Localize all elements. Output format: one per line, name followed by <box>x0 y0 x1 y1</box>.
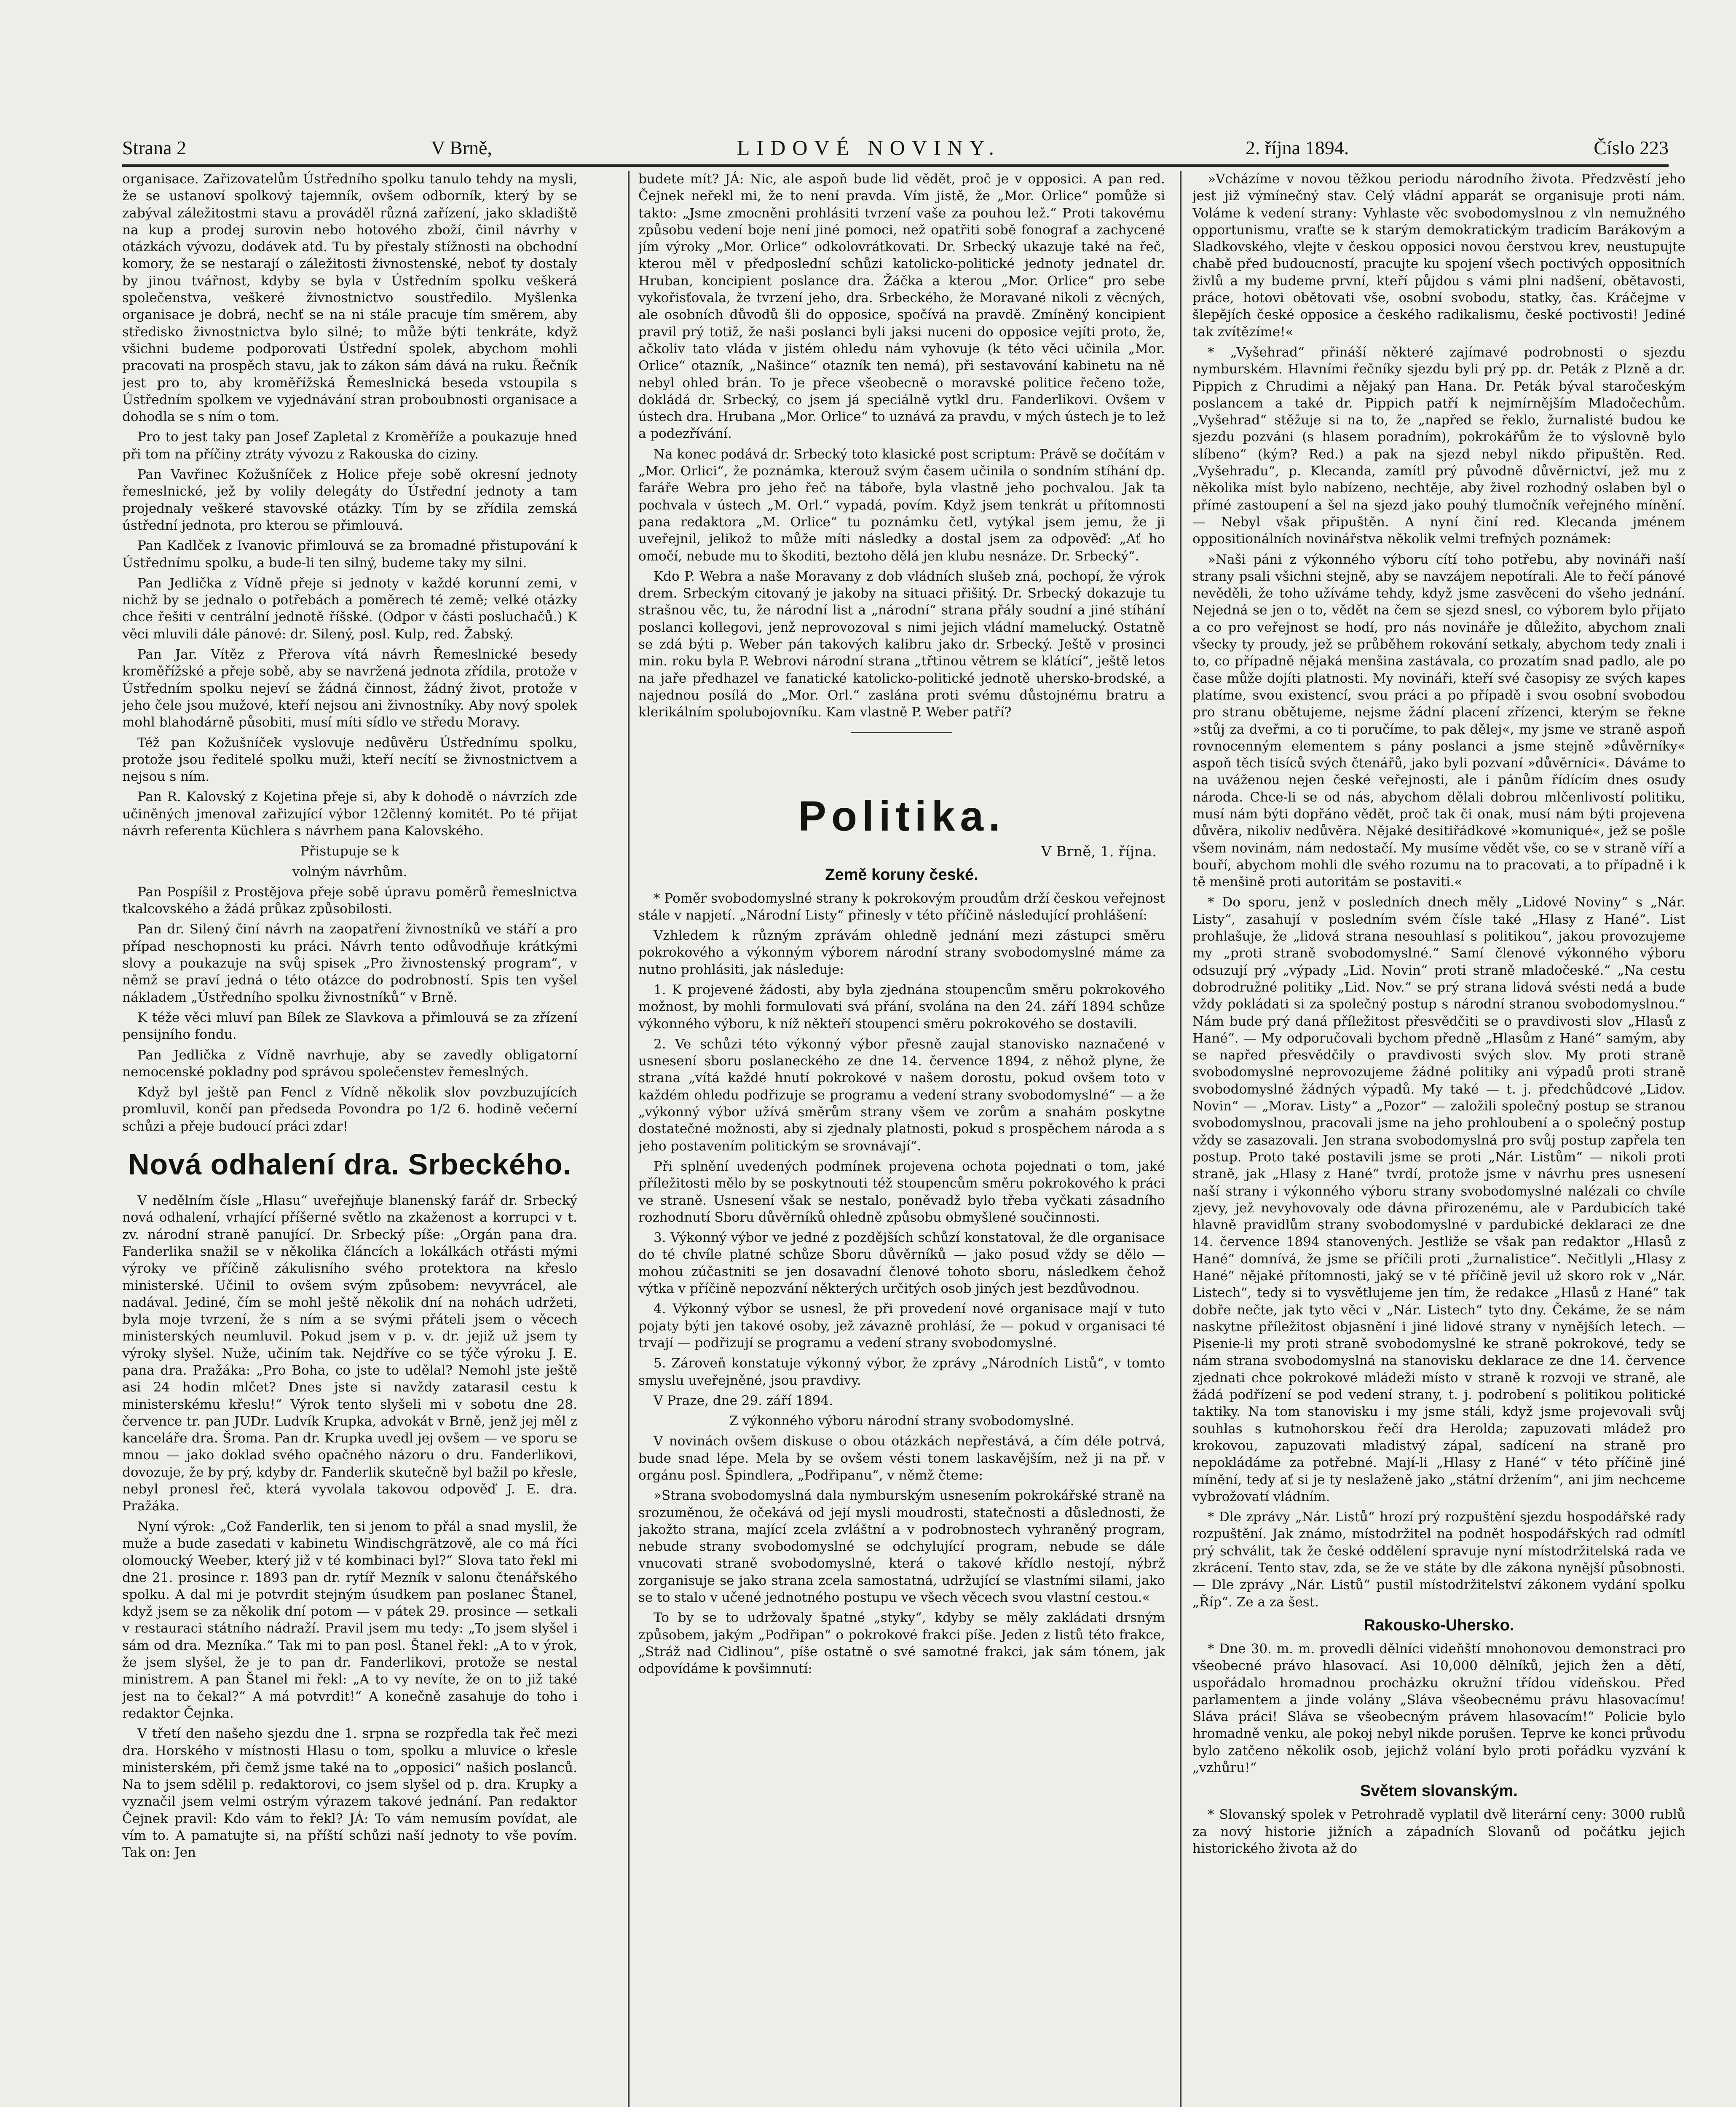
paragraph: 1. K projevené žádosti, aby byla zjednána stoupencům směru pokrokového možnost, by mohli formulovati svá přání, svolána na den 24. září 1894 schůze výkonného výboru, k níž někteří stoupenci směru pokrokového se dostavili. <box>638 982 1165 1032</box>
issue-number: Číslo 223 <box>1594 137 1669 158</box>
paragraph: Kdo P. Webra a naše Moravany z dob vládních slušeb zná, pochopí, že výrok drem. Srbeckým citovaný je jakoby na situaci přišitý. Dr. Srbecký dokazuje tu strašnou věc, tu, že národní list a „národní“ strana přály soudní a jiné stíhání poslanci kollegovi, jenž neprovozoval s nimi jejich vládní mamelucký. Ostatně se zdá býti p. Weber pán takových kalibru jako dr. Srbecký. Ještě v prosinci min. roku byla P. Webrovi národní strana „třtinou větrem se klátící“, ještě letos na jaře předhazel ve fanatické katolicko-politické jednotě uhersko-brodské, a najednou posílá do „Mor. Orl.“ zaslána proti svému důstojnému bratru a klerikálním spolubojovníku. Kam vlastně P. Weber patří? <box>638 568 1165 720</box>
paragraph: Přistupuje se k <box>300 844 399 859</box>
paragraph: V novinách ovšem diskuse o obou otázkách nepřestává, a čím déle potrvá, bude snad lépe. Mela by se ovšem vésti tonem laskavějším, než ji na př. v orgánu posl. Špindlera, „Podřipanu“, v němž čteme: <box>638 1434 1165 1483</box>
paragraph: Pro to jest taky pan Josef Zapletal z Kroměříže a poukazuje hned při tom na příčiny ztráty vývozu z Rakouska do ciziny. <box>122 429 577 462</box>
paragraph: Když byl ještě pan Fencl z Vídně několik slov povzbuzujících promluvil, končí pan předseda Povondra po 1/2 6. hodině večerní schůzi a přeje budoucí práci zdar! <box>122 1085 577 1134</box>
subheading: Země koruny české. <box>825 866 978 884</box>
subheading: Světem slovanským. <box>1360 1782 1518 1800</box>
paragraph: 5. Zároveň konstatuje výkonný výbor, že zprávy „Národních Listů“, v tomto smyslu uveřejněné, jsou pravdivy. <box>638 1356 1165 1388</box>
paragraph: Též pan Kožušníček vyslovuje nedůvěru Ústřednímu spolku, protože jsou ředitelé spolku muži, kteří necítí se živnostnictvem a nejsou s ním. <box>122 735 577 785</box>
paragraph: V třetí den našeho sjezdu dne 1. srpna se rozpředla tak řeč mezi dra. Horského v místnosti Hlasu o tom, spolku a mluvice o křesle ministerském, při čemž jsme také na to „opposici“ našich poslanců. Na to jsem sdělil p. redaktorovi, co jsem slyšel od p. dra. Krupky a vyznačil jsem velmi ostrým výrazem takové jednání. Pan redaktor Čejnek pravil: Kdo vám to řekl? JÁ: To vám nemusím povídat, ale vím to. A pamatujte si, na příští schůzi naší jednoty to vše povím. Tak on: Jen <box>122 1726 577 1860</box>
paragraph: »Naši páni z výkonného výboru cítí toho potřebu, aby novináři naší strany psali všichni stejně, aby se navzájem nepotírali. Ale to řečí pánové nevěděli, že toho užíváme tehdy, když jsme zasvěceni do všeho jednání. Nejedná se jen o to, vědět na čem se sjezd snesl, co výborem bylo přijato a co pro veřejnost se hodí, pro nás novináře je důležito, abychom znali všecky ty proudy, jež se průběhem rokování setkaly, abychom tedy znali i to, co případně nějaká menšina zastávala, co prozatím snad padlo, ale po čase může dojíti platnosti. My novináři, kteří své časopisy ze svých kapes platíme, svou existencí, svou práci a po případě i svou osobní svobodou pro stranu obětujeme, nejsme žádní placení zřízenci, kterým se řekne »stůj za dveřmi, a co ti poručíme, to pak dělej«, my jsme ve straně aspoň rovnocenným elementem s pány poslanci a jsme stejně »důvěrníky« aspoň těch tisíců svých čtenářů, jako byli pozvaní »důvěrníci«. Dáváme to na uváženou nejen české veřejnosti, ale i pánům řídícím dnes osudy národa. Chce-li se od nás, abychom dělali dobrou mlčenlivostí politiku, musí nám býti dopřáno vědět, proč tak či onak, musí nám býti projevena důvěra, nikoliv nedůvěra. Nějaké desitiřádkové »komuniqué«, jež se pošle všem novinám, nám nedostačí. My musíme vědět vše, co se v straně víří a bouří, abychom mohli dle svého rozumu na to pracovati, a to případně i k tě menšině proti autoritám se postaviti.« <box>1192 552 1685 890</box>
paragraph: »Strana svobodomyslná dala nymburským usnesením pokrokářské straně na srozuměnou, že očekává od její mysli moudrosti, statečnosti a důslednosti, že jakožto strana, mající zcela zvláštní a v podrobnostech vyhraněný program, nebude strany svobodomyslné se odchylující program, nebude se dále vnucovati straně svobodomyslné, která o takové křídlo nestojí, nýbrž zorganisuje se jako strana zcela samostatná, udržující se vlastními silami, jako se to stalo v učené jednotného postupu ve všech věcech svou vlastní cestou.« <box>638 1488 1165 1606</box>
divider <box>851 732 952 733</box>
paragraph: Vzhledem k různým zprávám ohledně jednání mezi zástupci směru pokrokového a výkonným výborem národní strany svobodomyslné máme za nutno prohlásiti, jak následuje: <box>638 928 1165 977</box>
section-headline: Politika. <box>798 792 1005 840</box>
paragraph: »Vcházíme v novou těžkou periodu národního života. Předzvěstí jeho jest již výmínečný stav. Celý vládní apparát se organisuje proti nám. Voláme k vedení strany: Vyhlaste věc svobodomyslnou z vln nemužného opportunismu, vraťte se k starým demokratickým tradicím Barákovým a Sladkovského, vlejte v českou opposici novou čerstvou krev, neustupujte chabě před budoucností, pracujte ku spojení všech poctivých oppositních živlů a my budeme první, kteří půjdou s vámi plni nadšení, obětavosti, práce, hotovi obětovati vše, osobní svobodu, statky, čas. Kráčejme v šlepějích české opposice a českého radikalismu, české poctivosti! Jediné tak zvítězíme!« <box>1192 172 1685 340</box>
page-number: Strana 2 <box>122 137 187 158</box>
subheading: Rakousko-Uhersko. <box>1364 1616 1514 1634</box>
column-1 <box>122 171 577 2107</box>
paragraph: Pan Vavřinec Kožušníček z Holice přeje sobě okresní jednoty řemeslnické, jež by volily delegáty do Ústřední jednoty a tam projednaly veškeré stavovské otázky. Tím by se zřídila zemská ústřední jednota, pro kterou se přimlouvá. <box>122 467 577 533</box>
paragraph: V Praze, dne 29. září 1894. <box>654 1393 833 1408</box>
paragraph: organisace. Zařizovatelům Ústředního spolku tanulo tehdy na mysli, že se ustanoví spolkový tajemník, ovšem odborník, který by se zabýval záležitostmi stavu a prováděl různá zařízení, jako skladiště na kup a prodej surovin nebo hotového zboží, činil návrhy v otázkách vývozu, dodávek atd. Tu by přestaly stížnosti na obchodní komory, že se nestarají o záležitosti živnostenské, neboť ty dostaly by jinou tvářnost, kdyby se byla v Ústředním spolku veškerá společenstva, veškeré živnostnictvo soustředilo. Myšlenka organisace je dobrá, nechť se na ni stále pracuje tím směrem, aby středisko živnostnictva bylo silné; to může býti tenkráte, když všichni budeme podporovati Ústřední spolek, abychom mohli pracovati na prospěch stavu, jak to zákon sám dává na ruku. Řečník jest pro to, aby kroměřížská Řemeslnická beseda vstoupila s Ústředním spolkem ve vyjednávání stran proboubnosti organisace a dohodla se s ním o tom. <box>122 172 577 425</box>
paragraph: Při splnění uvedených podmínek projevena ochota pojednati o tom, jaké příležitosti mělo by se poskytnouti též stoupencům směru pokrokového k práci ve straně. Usnesení však se nestalo, poněvadž bylo třeba vyčkati zásadního rozhodnutí Sboru důvěrníků ohledně způsobu obmyšlené součinnosti. <box>638 1158 1165 1225</box>
dateline: V Brně, 1. října. <box>1041 843 1157 860</box>
paragraph: Pan Jedlička z Vídně přeje si jednoty v každé korunní zemi, v nichž by se jednalo o potřebách a poměrech té země; velké otázky chce řešiti v centrální jednotě říšské. (Odpor v části posluchačů.) K věci mluvili dále pánové: dr. Silený, posl. Kulp, red. Žabský. <box>122 575 577 642</box>
paragraph: Pan dr. Silený činí návrh na zaopatření živnostníků ve stáří a pro případ neschopnosti ku práci. Návrh tento odůvodňuje krátkými slovy a poukazuje na svůj spisek „Pro živnostenský program“, v němž se praví jedná o této otázce do podrobností. Spis ten vyšel nákladem „Ústředního spolku živnostníků“ v Brně. <box>122 922 577 1005</box>
masthead <box>122 131 1669 167</box>
newspaper-title: LIDOVÉ NOVINY. <box>737 136 1001 159</box>
article-headline: Nová odhalení dra. Srbeckého. <box>128 1148 572 1181</box>
paragraph: * Dne 30. m. m. provedli dělníci videňští mnohonovou demonstraci pro všeobecné právo hlasovací. Asi 10,000 dělníků, jejich žen a dětí, uspořádalo hromadnou procházku okružní třídou vídeňskou. Před parlamentem a jinde volány „Sláva všeobecnému právu hlasovacímu! Sláva práci! Sláva se všeobecným právem hlasovacím!“ Policie bylo hromadně venku, ale pokoj nebyl nikde porušen. Teprve ke konci průvodu bylo zatčeno několik osob, jejichž volání bylo proti pořádku vyzvání k „vzhůru!“ <box>1192 1641 1685 1776</box>
paragraph: Pan R. Kalovský z Kojetina přeje si, aby k dohodě o návrzích zde učiněných jmenoval zařizující výbor 12členný komitét. Po té přijat návrh referenta Küchlera s návrhem pana Kalovského. <box>122 789 577 839</box>
paragraph: Nyní výrok: „Což Fanderlik, ten si jenom to přál a snad myslil, že muže a bude zasedati v kabinetu Windischgrätzově, ale co má říci olomoucký Weeber, který již v té kombinaci byl?“ Slova tato řekl mi dne 21. prosince r. 1893 pan dr. rytíř Mezník v salonu čtenářského spolku. A dal mi je potvrdit stejným úsudkem pan poslanec Štanel, když jsem se za několik dní potom — v pátek 29. prosince — setkali v restauraci státního nádraží. Pravil jsem mu tedy: „To jsem slyšel i sám od dra. Mezníka.“ Tak mi to pan posl. Štanel řekl: „A to v ýrok, že jsem slyšel, že je to pan dr. Fanderlikovi, protože se nestal ministrem. A pan Štanel mi řekl: „A to vy nevíte, že on to již také jest na to čekal?“ A má potvrdit!“ A konečně zasahuje do toho i redaktor Čejnka. <box>122 1519 577 1721</box>
paragraph: Pan Jar. Vítěz z Přerova vítá návrh Řemeslnické besedy kroměřížské a přeje sobě, aby se navržená jednota zřídila, protože v Ústředním spolku nejeví se žádná činnost, žádný život, protože v jeho čele jsou mužové, kteří nejsou ani živnostníky. Aby nový spolek mohl blahodárně působiti, musí míti sídlo ve středu Moravy. <box>122 647 577 730</box>
paragraph: Na konec podává dr. Srbecký toto klasické post scriptum: Právě se dočítám v „Mor. Orlici“, že poznámka, kterouž svým časem učinila o sondním stíhání dp. faráře Webra pro jeho řeč na táboře, byla vlastně jeho pochvalou. Jak ta pochvala v ústech „M. Orl.“ vypadá, povím. Když jsem tenkrát u přítomnosti pana redaktora „M. Orlice“ tu poznámku četl, vytýkal jsem jemu, že ji uveřejnil, jelikož to může míti následky a dostal jsem za odpověď: „Ať ho omočí, nebude mu to škoditi, beztoho dělá jen klubu nesnáze. Dr. Srbecký“. <box>638 446 1165 564</box>
paragraph: * Dle zprávy „Nár. Listů“ hrozí prý rozpuštění sjezdu hospodářské rady rozpuštění. Jak známo, místodržitel na podnět hospodářských rad odmítl prý schválit, tak že české oddělení spravuje nyní místodržitelská rada ve zkrácení. Tento stav, zda, se že ve státe by dle zákona nynější působnosti. — Dle zprávy „Nár. Listů“ pustil místodržitelství zákonem vydání spolku „Říp“. Ze a za šest. <box>1192 1509 1685 1610</box>
paragraph: * Poměr svobodomyslné strany k pokrokovým proudům drží českou veřejnost stále v napjetí. „Národní Listy“ přinesly v této příčině následující prohlášení: <box>638 890 1165 923</box>
column-2 <box>638 171 1165 2107</box>
paragraph: K téže věci mluví pan Bílek ze Slavkova a přimlouvá se za zřízení pensijního fondu. <box>122 1010 577 1043</box>
paragraph: * Do sporu, jenž v posledních dnech měly „Lidové Noviny“ s „Nár. Listy“, zasahují v posledním svém čísle také „Hlasy z Hané“. List prohlašuje, že „lidová strana nesouhlasí s politikou“, jakou provozujeme my „proti straně svobodomyslné.“ Samí členové výkonného výboru odsuzují prý „výpady „Lid. Novin“ proti straně mladočeské.“ „Na cestu dobrodružné politiky „Lid. Nov.“ se prý strana lidová svésti nedá a bude vždy pokládati si za společný postup s národní stranou svobodomyslnou.“ Nám bude prý daná příležitost přesvědčiti se o pravdivosti slov „Hlasů z Hané“. — My odporučovali bychom předně „Hlasům z Hané“ samým, aby se napřed přesvědčily o pravdivosti svých slov. My proti straně svobodomyslné neprovozujeme žádné politiky ani výpadů proti straně svobodomyslné žádných výpadů. My také — t. j. předchůdcové „Lidov. Novin“ — „Morav. Listy“ a „Pozor“ — založili společný postup se stranou svobodomyslnou, pracovali jsme na jeho prohloubení a o společný postup vždy se zasazovali. Jen strana svobodomyslná pro svůj postup zapřela ten postup. Proto také postavili jsme se proti „Nár. Listům“ — nikoli proti straně, jak „Hlasy z Hané“ tvrdí, protože jsme v návrhu pres usnesení naší strany i výkonného výboru strany svobodomyslné nalézali co chvíle zjevy, jež nevyhovovaly ode dávna přirozenému, ale v Pardubicích také hlavně pravidlům strany svobodomyslné v pardubické deklaraci ze dne 14. července 1894 stanovených. Jestliže se však pan redaktor „Hlasů z Hané“ domnívá, že jsme se příčili proti „žurnalistice“. Nečitlyli „Hlasy z Hané“ nějaké přítomnosti, jaký se v té příčině jevil už skoro rok v „Nár. Listech“, tedy si to vysvětlujeme jen tím, že redakce „Hlasů z Hané“ tak dobře nečte, jak tyto věci v „Nár. Listech“ tyto dny. Čekáme, že se nám naskytne příležitost objasnění i jiné lidové strany v nynějších letech. — Pisenie-li my proti straně svobodomyslné ke straně pokrokové, tedy se nám strana svobodomyslná na stanovisku deklarace ze dne 14. července zjednati chce pokrokové mládeži místo v straně k rozvoji ve straně, ale žádá podřízení se pod vedení strany, t. j. podrobení s politikou politické taktiky. Na tom stanovisku i my jsme stáli, když jsme projevovali svůj souhlas s kutnohorskou řečí dra Herolda; zapuzovati mládež pro krokovou, zapuzovati mladistvý zápal, sadícení na straně pro nepokládáme za potřebné. Mají-li „Hlasy z Hané“ v této příčině jiné mínění, tedy ať si je ty neslaženě jako „státní držením“, ani jim nechceme vybrožovatí vládním. <box>1192 895 1685 1504</box>
paragraph: budete mít? JÁ: Nic, ale aspoň bude lid vědět, proč je v opposici. A pan red. Čejnek neřekl mi, že to není pravda. Vím jistě, že „Mor. Orlice“ pomůže si takto: „Jsme zmocněni prohlásiti tvrzení vaše za pouhou lež.“ Proti takovému způsobu vedení boje není jiné pomoci, než opatřiti sobě fonograf a zachycené jím výroky „Mor. Orlice“ odkolovrátkovati. Dr. Srbecký ukazuje také na řeč, kterou měl v předposlední schůzi katolicko-politické jednoty jednatel dr. Hruban, koncipient poslance dra. Žáčka a kterou „Mor. Orlice“ pro sebe vykořisťovala, že tvrzení jeho, dra. Srbeckého, že Moravané nikoli z věcných, ale osobních důvodů šli do opposice, spočívá na pravdě. Zmíněný koncipient pravil prý totiž, že naši poslanci byli jaksi nuceni do opposice vejíti proto, že, ačkoliv tato vláda v jistém ohledu nám vyhovuje (k této věci učinila „Mor. Orlice“ otazník, „Našince“ otazník ten nemá), při sestavování kabinetu na ně nebyl ohled brán. To je přece všeobecně o moravské politice řečeno tože, dokládá dr. Srbecký, co jsem já speciálně vytkl dru. Fanderlikovi. Ovšem v ústech dra. Hrubana „Mor. Orlice“ to uznává za pravdu, v mých ústech je to lež a podezřívání. <box>638 172 1165 442</box>
paragraph: 3. Výkonný výbor ve jedné z pozdějších schůzí konstatoval, že dle organisace do té chvíle platné schůze Sboru důvěrníků — jako posud vždy se dělo — mohou zúčastniti se jen dosavadní členové tohoto sboru, následkem čehož výtka v příčině nepozvání některých určitých osob jiných jest bezdůvodnou. <box>638 1230 1165 1297</box>
column-rule <box>1180 171 1181 2107</box>
paragraph: Pan Pospíšil z Prostějova přeje sobě úpravu poměrů řemeslnictva tkalcovského a žádá průkaz způsobilosti. <box>122 884 577 917</box>
paragraph: Pan Kadlček z Ivanovic přimlouvá se za bromadné přistupování k Ústřednímu spolku, a bude-li ten silný, budeme taky my silni. <box>122 538 577 571</box>
issue-date: 2. října 1894. <box>1245 137 1349 158</box>
paragraph: V nedělním čísle „Hlasu“ uveřejňuje blanenský farář dr. Srbecký nová odhalení, vrhající příšerné světlo na zkaženost a korrupci v t. zv. národní straně panující. Dr. Srbecký píše: „Orgán pana dra. Fanderlika snažil se v několika článcích a lokálkách otřásti mými výroky ve příčině zákulisního svého protektora na křeslo ministerské. Učinil to ovšem svým způsobem: nevyvrácel, ale nadával. Jediné, čím se mohl ještě několik dní na nohách udržeti, byla moje tvrzení, že s ním a se svými přáteli jsem o věcech ministerských neumluvil. Pokud jsem v p. v. dr. jejiž už jsem ty výroky slyšel. Nuže, učiním tak. Nejdříve co se týče výroku J. E. pana dra. Pražáka: „Pro Boha, co jste to udělal? Nemohl jste ještě asi 24 hodin mlčet? Dnes jste si navždy zatarasil cestu k ministerskému křeslu!“ Výrok tento slyšeli mi v sobotu dne 28. července tr. pan JUDr. Ludvík Krupka, advokát v Brně, jenž jej měl z kanceláře dra. Šroma. Pan dr. Krupka uvedl jej ovšem — ve sporu se mnou — jako doklad svého opačného názoru o dru. Fanderlikovi, dovozuje, že by prý, kdyby dr. Fanderlik skutečně byl bažil po křesle, nebyl pronesl řeč, která vyvolala takovou odpověď J. E. dra. Pražáka. <box>122 1193 577 1514</box>
paragraph: Pan Jedlička z Vídně navrhuje, aby se zavedly obligatorní nemocenské pokladny pod správou společenstev řemeslných. <box>122 1047 577 1080</box>
paragraph: Z výkonného výboru národní strany svobodomyslné. <box>729 1413 1074 1429</box>
column-3 <box>1192 171 1685 2107</box>
paragraph: 4. Výkonný výbor se usnesl, že při provedení nové organisace mají v tuto pojaty býti jen takové osoby, jež závazně prohlásí, že — pokud v organisaci té trvají — podřizují se programu a vedení strany svobodomyslné. <box>638 1301 1165 1351</box>
paragraph: * „Vyšehrad“ přináší některé zajímavé podrobnosti o sjezdu nymburském. Hlavními řečníky sjezdu byli prý pp. dr. Peták z Plzně a dr. Pippich z Chrudimi a nějaký pan Hana. Dr. Peták býval staročeským poslancem a také dr. Pippich patří k nejmírnějším Mladočechům. „Vyšehrad“ stěžuje si na to, že „napřed se řeklo, žurnalisté budou ke sjezdu pozváni (s hlasem poradním), pokrokářům že to výslovně bylo slíbeno“ (kým? Red.) a pak na sjezd nebyl nikdo připuštěn. Red. „Vyšehradu“, p. Klecanda, zamítl prý původně důvěrnictví, jež mu z několika míst bylo nabízeno, nechtěje, aby živel rozhodný oslaben byl o přímé zastoupení a šel na sjezd jako pouhý tlumočník veřejného mínění. — Nebyl však připuštěn. A nyní činí red. Klecanda jménem oppositionálních novinářstva několik velmi trefných poznámek: <box>1192 344 1685 547</box>
paragraph: To by se to udržovaly špatné „styky“, kdyby se měly zakládati drsným způsobem, jakým „Podřipan“ o pokrokové frakci píše. Jeden z listů této frakce, „Stráž nad Cidlinou“, píše ostatně o své samotné frakci, jak sám tónem, jak odpovídáme k povšimnutí: <box>638 1610 1165 1677</box>
paragraph: 2. Ve schůzi této výkonný výbor přesně zaujal stanovisko naznačené v usnesení sboru poslaneckého ze dne 14. července 1894, z něhož plyne, že strana „vítá každé hnutí pokrokové v našem dorostu, pokud ovšem toto v každém ohledu podřizuje se programu a vedení strany svobodomyslné“ — a že „výkonný výbor užívá směrům strany všem ve zorům a snahám poskytne dostatečné možnosti, aby si zjednaly platnosti, pokud s prospěchem národa a s jeho postavením politickým se srovnávají“. <box>638 1036 1165 1154</box>
paragraph: * Slovanský spolek v Petrohradě vyplatil dvě literární ceny: 3000 rublů za nový historie jižních a západních Slovanů od počátku jejich historického života až do <box>1192 1807 1685 1856</box>
place: V Brně, <box>431 137 492 158</box>
column-rule <box>628 171 630 2107</box>
section-label: volným návrhům. <box>292 864 407 879</box>
